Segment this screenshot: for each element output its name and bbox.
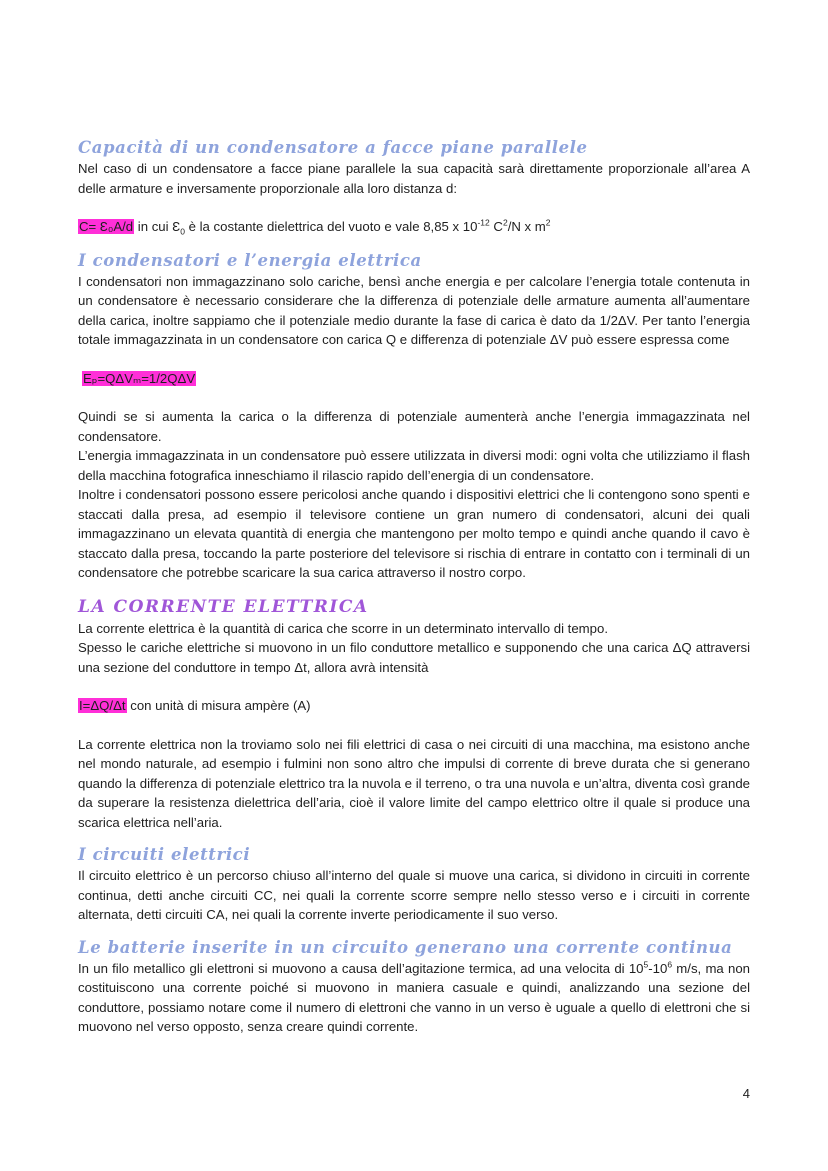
formula-line-corrente xyxy=(78,696,750,716)
superscript: 6 xyxy=(667,959,673,970)
formula-text: C xyxy=(489,219,503,234)
section-title-capacita: Capacità di un condensatore a facce piane parallele xyxy=(78,138,588,157)
subscript: 0 xyxy=(180,226,185,237)
paragraph: Quindi se si aumenta la carica o la differenza di potenziale aumenterà anche l’energia immagazzinata nel condensatore. xyxy=(78,409,750,444)
section-title-batterie: Le batterie inserite in un circuito generano una corrente continua xyxy=(78,937,733,957)
paragraph xyxy=(78,959,750,1037)
superscript: 5 xyxy=(643,959,649,970)
paragraph: I condensatori non immagazzinano solo cariche, bensì anche energia e per calcolare l’energia totale contenuta in un condensatore è necessario considerare che la differenza di potenziale delle armature aumenta all’aumentare della carica, inoltre sappiamo che il potenziale medio durante la fase di carica è dato da 1/2ΔV. Per tanto l’energia totale immagazzinata in un condensatore con carica Q e differenza di potenziale ΔV può essere espressa come xyxy=(78,273,750,347)
section-title-corrente: LA CORRENTE ELETTRICA xyxy=(78,596,369,617)
superscript: -12 xyxy=(477,217,490,228)
page-number: 4 xyxy=(742,1086,750,1101)
formula-text: /N x m xyxy=(507,219,546,234)
formula-line-energia xyxy=(78,369,750,389)
page-content xyxy=(78,137,750,1037)
paragraph: Il circuito elettrico è un percorso chiuso all’interno del quale si muove una carica, si dividono in circuiti in corrente continua, detti anche circuiti CC, nei quali la corrente scorre sempre nello stesso verso e i circuiti in corrente alternata, detti circuiti CA, nei quali la corrente inverte periodicamente il suo verso. xyxy=(78,868,750,922)
formula-text: è la costante dielettrica del vuoto e vale 8,85 x 10 xyxy=(184,219,478,234)
paragraph: Nel caso di un condensatore a facce piane parallele la sua capacità sarà direttamente proporzionale all’area A delle armature e inversamente proporzionale alla loro distanza d: xyxy=(78,161,750,196)
superscript: 2 xyxy=(545,217,551,228)
formula-line-capacita xyxy=(78,217,750,237)
paragraph: Inoltre i condensatori possono essere pericolosi anche quando i dispositivi elettrici che li contengono sono spenti e staccati dalla presa, ad esempio il televisore contiene un gran numero di condensatori, alcuni dei quali immagazzinano un elevata quantità di energia che mantengono per molto tempo e quindi anche quando il cavo è staccato dalla presa, toccando la parte posteriore del televisore si rischia di entrare in contatto con i terminali di un condensatore che potrebbe scaricare la sua carica attraverso il nostro corpo. xyxy=(78,487,750,580)
formula-text: in cui Ɛ xyxy=(134,219,181,234)
paragraph: La corrente elettrica non la troviamo solo nei fili elettrici di casa o nei circuiti di una macchina, ma esistono anche nel mondo naturale, ad esempio i fulmini non sono altro che impulsi di corrente di breve durata che si generano quando la differenza di potenziale elettrico tra la nuvola e il terreno, o tra una nuvola e un’altra, diventa così grande da superare la resistenza dielettrica dell’aria, cioè il valore limite del campo elettrico oltre il quale si produce una scarica elettrica nell’aria. xyxy=(78,736,750,830)
paragraph: L’energia immagazzinata in un condensatore può essere utilizzata in diversi modi: ogni volta che utilizziamo il flash della macchina fotografica inneschiamo il rilascio rapido dell’energia di un condensatore. xyxy=(78,448,750,483)
text: -10 xyxy=(648,960,668,976)
text: m/s, ma non costituiscono una corrente poiché si muovono in maniera casuale e quindi, analizzando una sezione del conduttore, possiamo notare come il numero di elettroni che vanno in un verso è uguale a quello di elettroni che si muovono nel verso opposto, senza creare quindi corrente. xyxy=(78,960,750,1034)
superscript: 2 xyxy=(502,217,508,228)
section-title-energia: I condensatori e l’energia elettrica xyxy=(78,250,422,270)
paragraph: La corrente elettrica è la quantità di carica che scorre in un determinato intervallo di tempo. xyxy=(78,620,608,636)
formula-highlight: Eₚ=QΔVₘ=1/2QΔV xyxy=(83,370,196,386)
formula-text: con unità di misura ampère (A) xyxy=(126,698,311,713)
paragraph: Spesso le cariche elettriche si muovono in un filo conduttore metallico e supponendo che una carica ΔQ attraversi una sezione del conduttore in tempo Δt, allora avrà intensità xyxy=(78,640,750,675)
formula-highlight: C= Ɛ₀A/d xyxy=(79,219,134,234)
formula-highlight: I=ΔQ/Δt xyxy=(79,698,126,713)
text: In un filo metallico gli elettroni si muovono a causa dell’agitazione termica, ad una velocita di 10 xyxy=(78,960,644,976)
section-title-circuiti: I circuiti elettrici xyxy=(78,845,251,864)
